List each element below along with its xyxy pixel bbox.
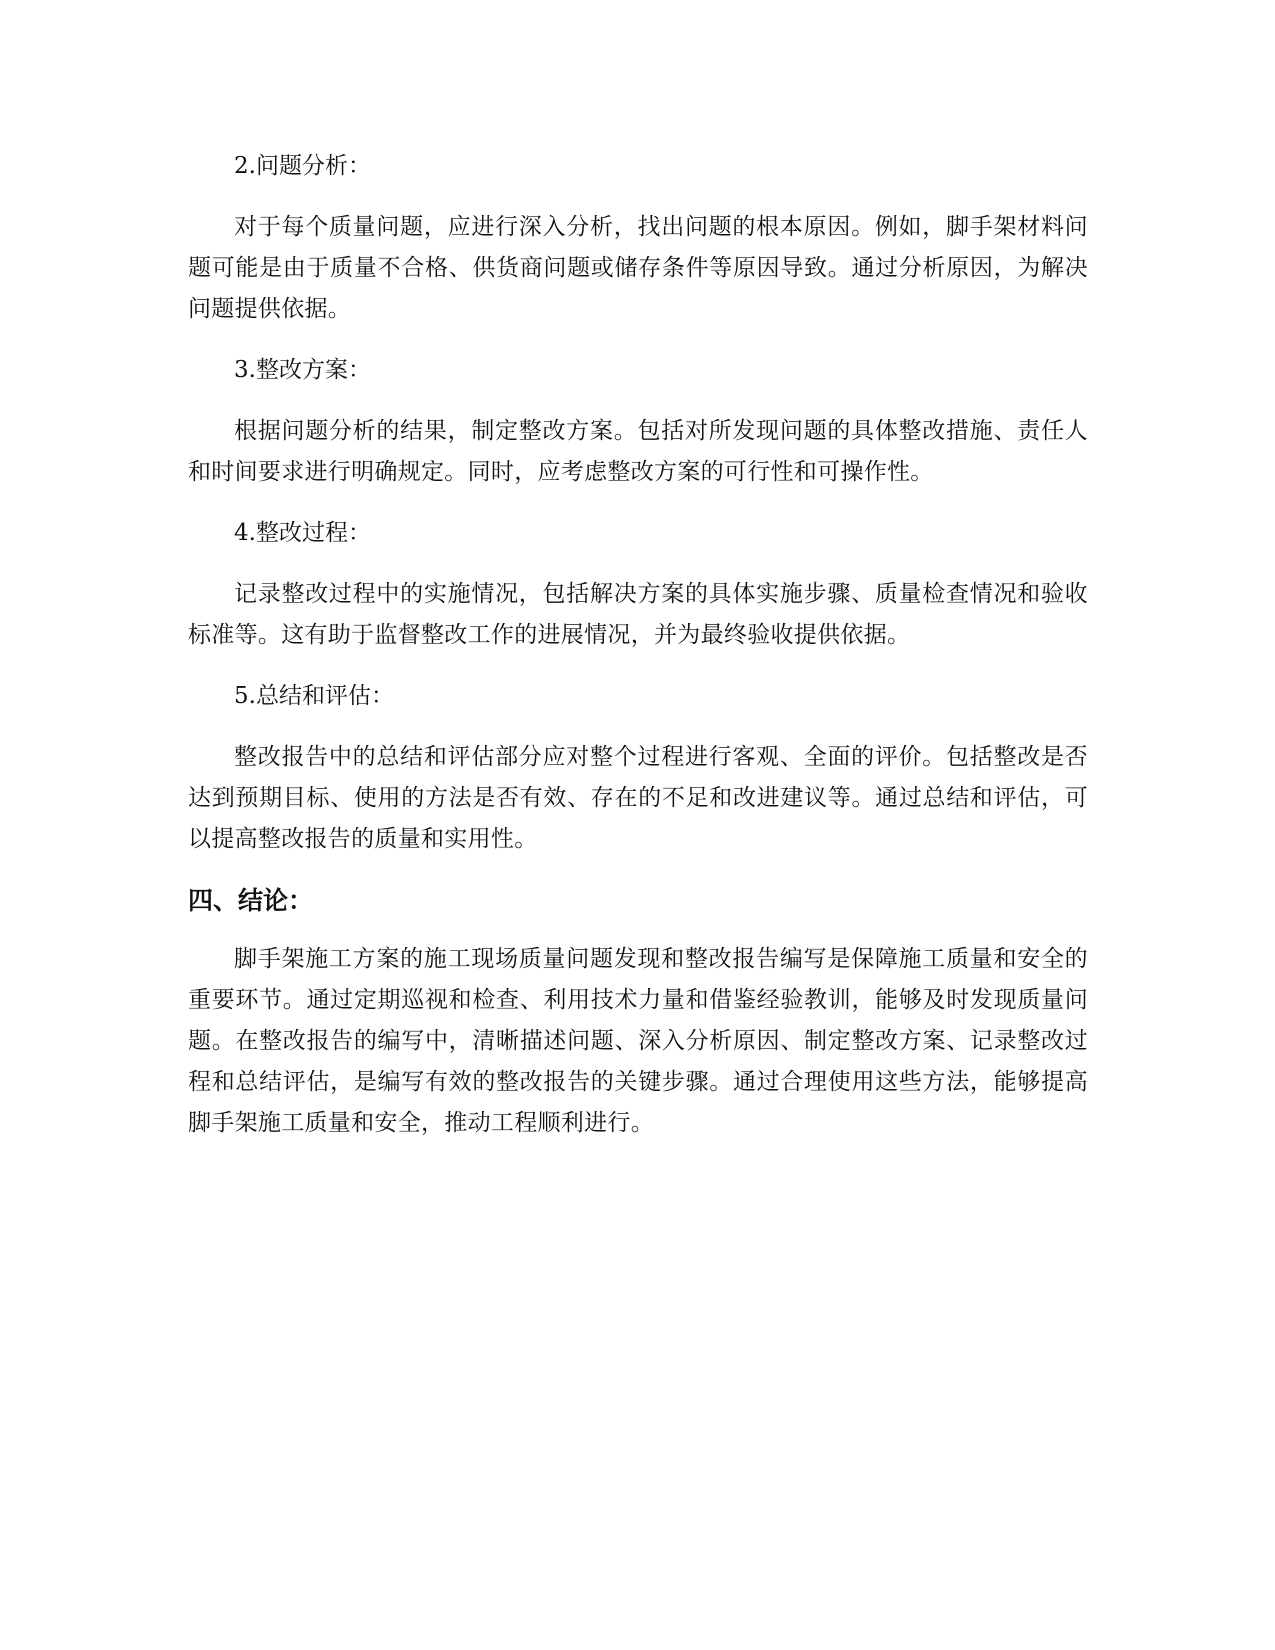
document-body xyxy=(188,146,1088,1164)
subheading-rectification-plan: 3.整改方案： xyxy=(234,357,371,383)
paragraph-problem-analysis: 对于每个质量问题，应进行深入分析，找出问题的根本原因。例如，脚手架材料问题可能是由于质量不合格、供货商问题或储存条件等原因导致。通过分析原因，为解决问题提供依据。 xyxy=(188,214,1088,322)
section-heading-conclusion: 四、结论： xyxy=(188,886,314,915)
paragraph-conclusion: 脚手架施工方案的施工现场质量问题发现和整改报告编写是保障施工质量和安全的重要环节。通过定期巡视和检查、利用技术力量和借鉴经验教训，能够及时发现质量问题。在整改报告的编写中，清晰描述问题、深入分析原因、制定整改方案、记录整改过程和总结评估，是编写有效的整改报告的关键步骤。通过合理使用这些方法，能够提高脚手架施工质量和安全，推动工程顺利进行。 xyxy=(188,946,1088,1136)
subheading-problem-analysis: 2.问题分析： xyxy=(234,153,371,179)
subheading-summary-evaluation: 5.总结和评估： xyxy=(234,683,394,709)
subheading-rectification-process: 4.整改过程： xyxy=(234,520,371,546)
paragraph-rectification-process: 记录整改过程中的实施情况，包括解决方案的具体实施步骤、质量检查情况和验收标准等。这有助于监督整改工作的进展情况，并为最终验收提供依据。 xyxy=(188,581,1088,648)
paragraph-rectification-plan: 根据问题分析的结果，制定整改方案。包括对所发现问题的具体整改措施、责任人和时间要求进行明确规定。同时，应考虑整改方案的可行性和可操作性。 xyxy=(188,418,1088,485)
paragraph-summary-evaluation: 整改报告中的总结和评估部分应对整个过程进行客观、全面的评价。包括整改是否达到预期目标、使用的方法是否有效、存在的不足和改进建议等。通过总结和评估，可以提高整改报告的质量和实用性。 xyxy=(188,744,1088,852)
